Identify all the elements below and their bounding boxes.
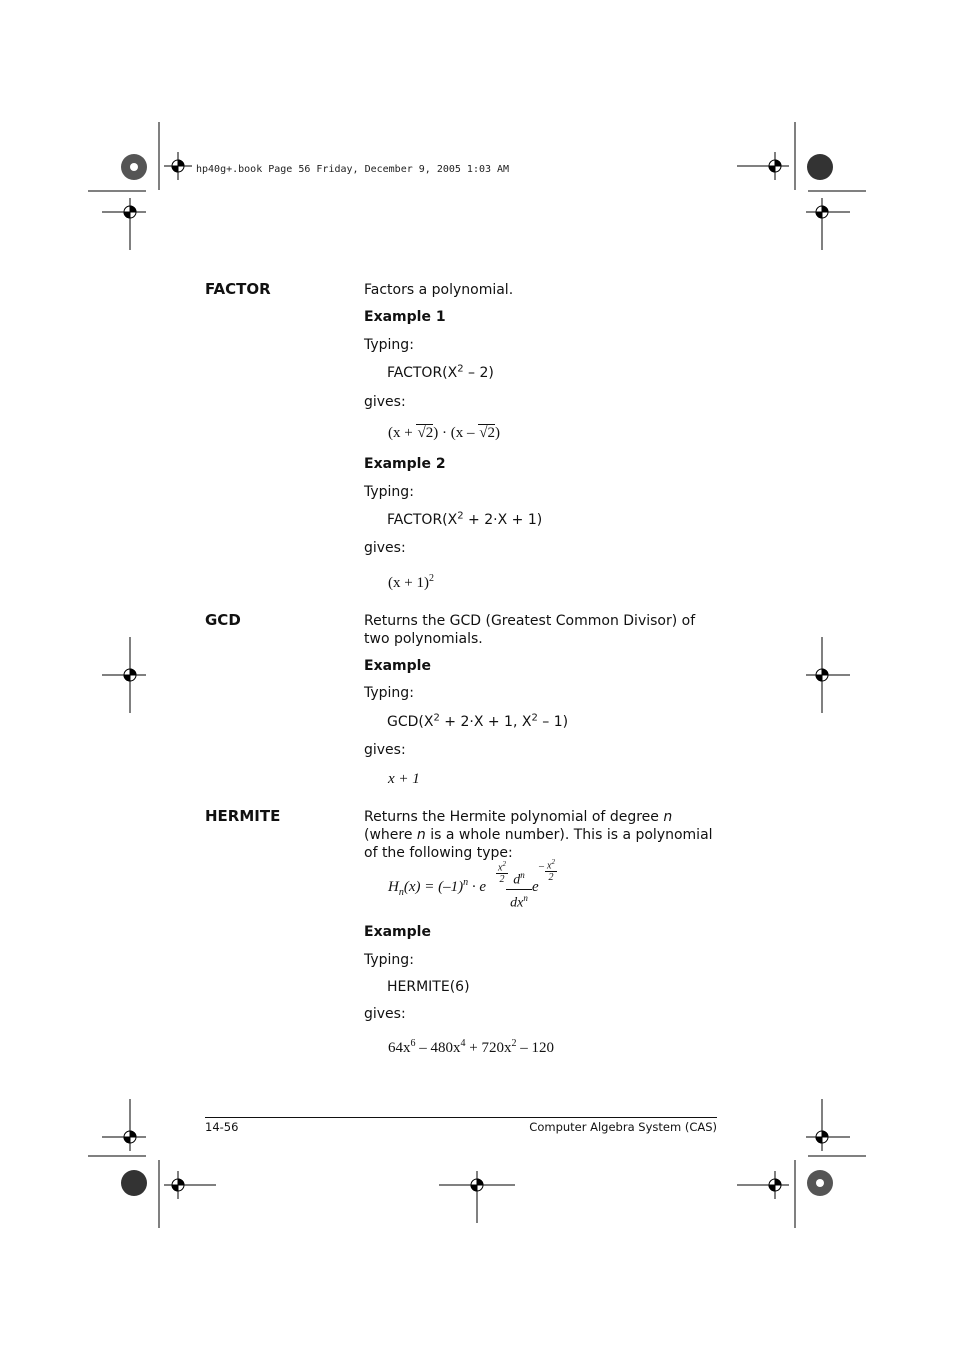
gcd-description: Returns the GCD (Greatest Common Divisor) of two polynomials.: [364, 613, 696, 647]
gcd-example-result: x + 1: [388, 771, 420, 787]
term-factor: FACTOR: [205, 280, 271, 298]
factor-example2-heading: Example 2: [364, 456, 446, 472]
footer-page-number: 14-56: [205, 1120, 239, 1134]
gcd-example-typing: Typing:: [364, 685, 414, 701]
hermite-example-gives: gives:: [364, 1006, 406, 1022]
print-header: hp40g+.book Page 56 Friday, December 9, 2005 1:03 AM: [196, 164, 510, 175]
factor-example2-gives: gives:: [364, 540, 406, 556]
term-gcd: GCD: [205, 611, 241, 629]
hermite-description: Returns the Hermite polynomial of degree n (where n is a whole number). This is a polynomial of the following type:: [364, 809, 713, 861]
footer-rule: [205, 1117, 717, 1118]
hermite-example-typing: Typing:: [364, 952, 414, 968]
hermite-formula: $H_n(x) = (-1)^n \cdot e$ $x^2$ 2 $d^n$ $dx^n$ e – $x^2$ 2: [388, 855, 568, 915]
term-hermite: HERMITE: [205, 807, 281, 825]
factor-description: Factors a polynomial.: [364, 282, 514, 298]
factor-example2-input: $FACTOR(X^2 + 2\cdot X + 1)$: [387, 510, 543, 528]
factor-example2-result: $(x + 1)^2$: [388, 573, 434, 591]
factor-example1-typing: Typing:: [364, 337, 414, 353]
hermite-example-heading: Example: [364, 924, 431, 940]
gcd-example-gives: gives:: [364, 742, 406, 758]
factor-example1-result: (x + √2) · (x – √2): [388, 425, 500, 441]
hermite-example-result: $64x^6 - 480x^4 + 720x^2 - 120$: [388, 1038, 554, 1056]
footer-chapter: Computer Algebra System (CAS): [529, 1120, 717, 1134]
factor-example2-typing: Typing:: [364, 484, 414, 500]
factor-example1-gives: gives:: [364, 394, 406, 410]
factor-example1-heading: Example 1: [364, 309, 446, 325]
registration-mark-icon: [102, 152, 850, 1223]
gcd-example-heading: Example: [364, 658, 431, 674]
gcd-example-input: $GCD(X^2 + 2\cdot X + 1$, $X^2 - 1$): [387, 712, 569, 730]
hermite-example-input: HERMITE(6): [387, 979, 470, 995]
factor-example1-input: $FACTOR(X^2 - 2)$: [387, 363, 494, 381]
